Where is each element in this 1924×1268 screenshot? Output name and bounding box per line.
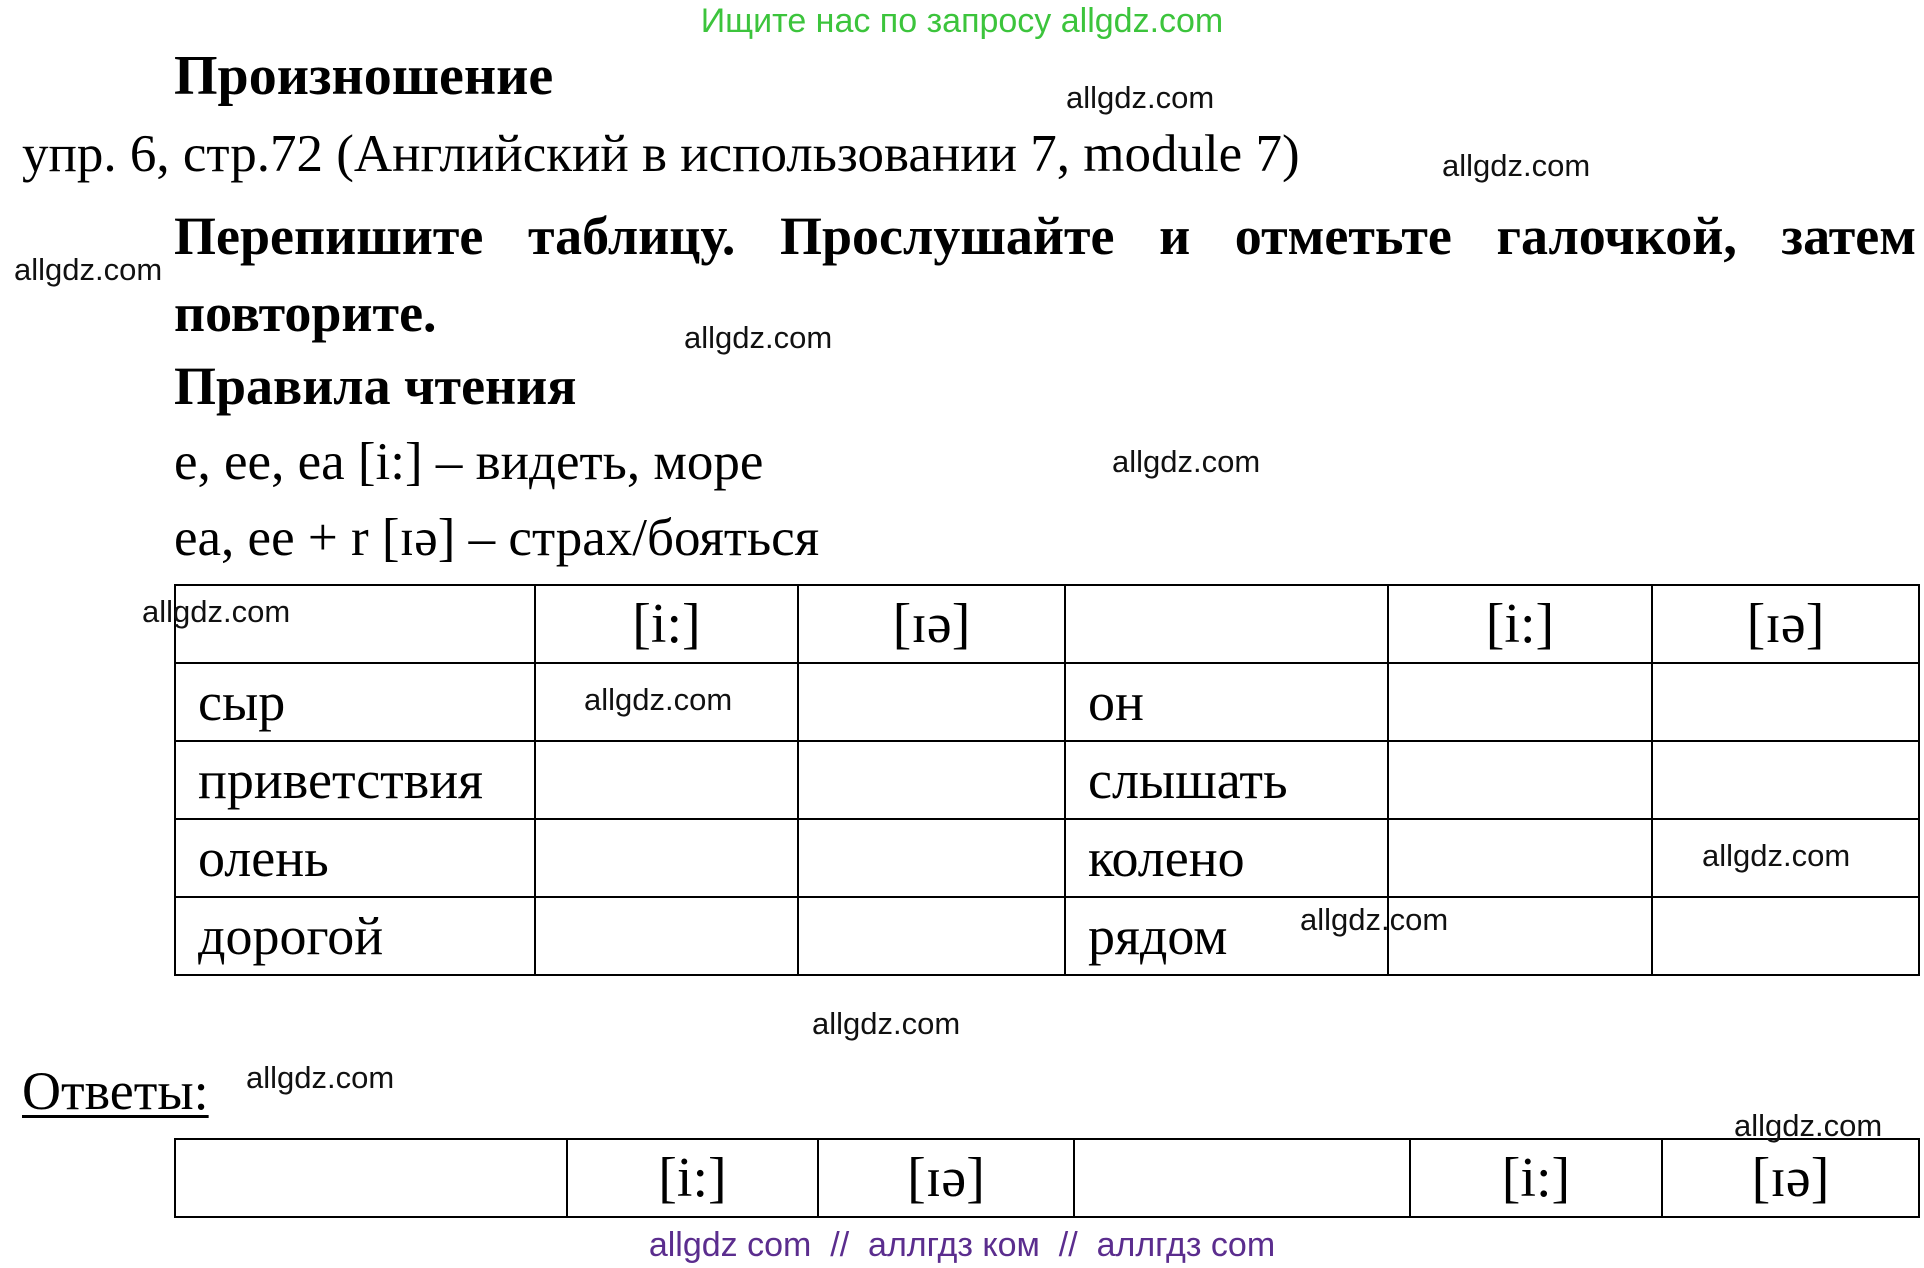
- answers-header-i-long: [i:]: [1410, 1139, 1662, 1217]
- word-cell: колено: [1065, 819, 1388, 897]
- watermark: allgdz.com: [14, 252, 163, 287]
- watermark: allgdz.com: [1702, 838, 1851, 873]
- watermark: allgdz.com: [1442, 148, 1591, 183]
- answers-header-row: [175, 1139, 1919, 1217]
- check-cell: [798, 819, 1065, 897]
- reading-rule-1: e, ee, ea [i:] – видеть, море: [174, 433, 764, 491]
- header-cell-i-schwa: [ɪə]: [798, 585, 1065, 663]
- reading-rule-2: ea, ee + r [ɪə] – страх/бояться: [174, 509, 820, 567]
- instruction-text: Перепишите таблицу. Прослушайте и отметьте галочкой, затем повторите.: [174, 206, 1916, 343]
- check-cell: [798, 897, 1065, 975]
- word-cell: слышать: [1065, 741, 1388, 819]
- top-banner: Ищите нас по запросу allgdz.com: [700, 2, 1224, 40]
- answers-header-word-left: [175, 1139, 567, 1217]
- word-cell: олень: [175, 819, 535, 897]
- exercise-table: [174, 584, 1920, 976]
- table-row: [175, 741, 1919, 819]
- check-cell: [1388, 819, 1652, 897]
- header-cell-word-right: [1065, 585, 1388, 663]
- exercise-reference: упр. 6, стр.72 (Английский в использовании 7, module 7): [22, 125, 1300, 183]
- watermark: allgdz.com: [1066, 80, 1215, 115]
- page-title: Произношение: [174, 45, 554, 107]
- table-row: [175, 663, 1919, 741]
- check-cell: [1652, 663, 1919, 741]
- word-cell: он: [1065, 663, 1388, 741]
- watermark: allgdz.com: [1112, 444, 1261, 479]
- answers-header-i-schwa: [ɪə]: [1662, 1139, 1919, 1217]
- answers-header-i-schwa: [ɪə]: [818, 1139, 1074, 1217]
- check-cell: [798, 663, 1065, 741]
- check-cell: [798, 741, 1065, 819]
- check-cell: [1388, 663, 1652, 741]
- answers-header-i-long: [i:]: [567, 1139, 818, 1217]
- subtitle-reading-rules: Правила чтения: [174, 356, 577, 416]
- header-cell-i-schwa: [ɪə]: [1652, 585, 1919, 663]
- check-cell: [1652, 897, 1919, 975]
- answers-header-word-right: [1074, 1139, 1410, 1217]
- word-cell: рядом: [1065, 897, 1388, 975]
- bottom-banner: allgdz com // аллгдз ком // аллгдз com: [648, 1226, 1276, 1264]
- watermark: allgdz.com: [1300, 902, 1449, 937]
- answers-table: [174, 1138, 1920, 1218]
- table-header-row: [175, 585, 1919, 663]
- watermark: allgdz.com: [684, 320, 833, 355]
- check-cell: [535, 897, 798, 975]
- check-cell: [535, 819, 798, 897]
- check-cell: [1652, 741, 1919, 819]
- header-cell-i-long: [i:]: [1388, 585, 1652, 663]
- word-cell: приветствия: [175, 741, 535, 819]
- header-cell-i-long: [i:]: [535, 585, 798, 663]
- watermark: allgdz.com: [584, 682, 733, 717]
- watermark: allgdz.com: [246, 1060, 395, 1095]
- table-row: [175, 819, 1919, 897]
- check-cell: [1388, 741, 1652, 819]
- watermark: allgdz.com: [812, 1006, 961, 1041]
- table-row: [175, 897, 1919, 975]
- watermark: allgdz.com: [1734, 1108, 1883, 1143]
- answers-label: Ответы:: [22, 1061, 209, 1121]
- word-cell: сыр: [175, 663, 535, 741]
- check-cell: [535, 741, 798, 819]
- watermark: allgdz.com: [142, 594, 291, 629]
- word-cell: дорогой: [175, 897, 535, 975]
